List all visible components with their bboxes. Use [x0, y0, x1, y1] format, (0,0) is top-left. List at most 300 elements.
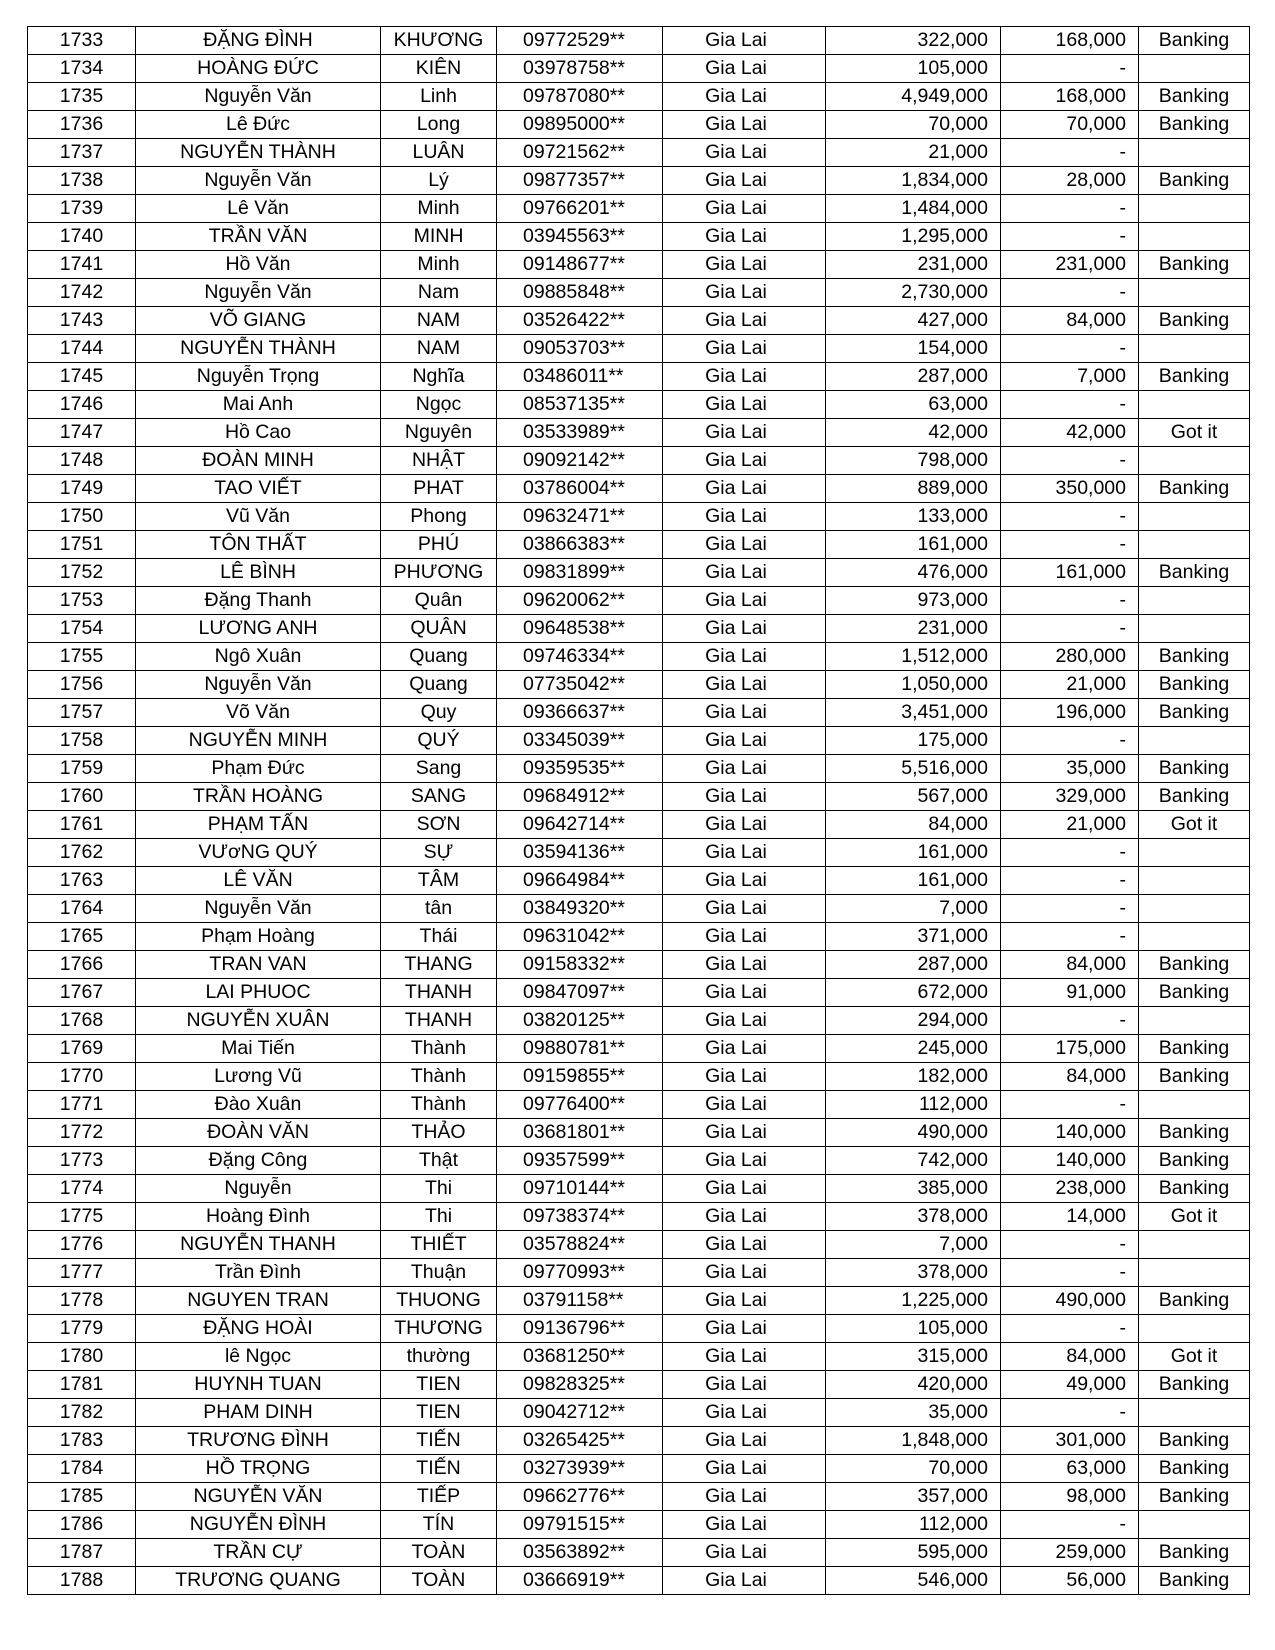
cell-family-name: HỒ TRỌNG [136, 1455, 381, 1483]
table-row [28, 1399, 1250, 1427]
cell-paid-amount: 350,000 [1001, 475, 1139, 503]
cell-phone-number: 09766201** [497, 195, 663, 223]
cell-row-number: 1761 [28, 811, 136, 839]
cell-row-number: 1778 [28, 1287, 136, 1315]
cell-payment-method: Banking [1139, 979, 1250, 1007]
cell-given-name: Quy [381, 699, 497, 727]
cell-paid-amount: - [1001, 335, 1139, 363]
cell-family-name: LÊ VĂN [136, 867, 381, 895]
cell-province: Gia Lai [663, 1539, 826, 1567]
cell-family-name: Ngô Xuân [136, 643, 381, 671]
cell-phone-number: 09159855** [497, 1063, 663, 1091]
cell-family-name: ĐOÀN VĂN [136, 1119, 381, 1147]
cell-payment-method: Banking [1139, 1119, 1250, 1147]
cell-given-name: TOÀN [381, 1539, 497, 1567]
cell-total-amount: 1,484,000 [826, 195, 1001, 223]
cell-province: Gia Lai [663, 447, 826, 475]
cell-given-name: Nghĩa [381, 363, 497, 391]
cell-given-name: Thật [381, 1147, 497, 1175]
cell-family-name: TRẦN VĂN [136, 223, 381, 251]
cell-row-number: 1768 [28, 1007, 136, 1035]
table-row [28, 1567, 1250, 1595]
cell-payment-method [1139, 895, 1250, 923]
cell-paid-amount: - [1001, 1231, 1139, 1259]
cell-row-number: 1786 [28, 1511, 136, 1539]
cell-row-number: 1769 [28, 1035, 136, 1063]
cell-total-amount: 182,000 [826, 1063, 1001, 1091]
table-row [28, 419, 1250, 447]
cell-payment-method [1139, 867, 1250, 895]
cell-given-name: Lý [381, 167, 497, 195]
cell-family-name: lê Ngọc [136, 1343, 381, 1371]
cell-total-amount: 175,000 [826, 727, 1001, 755]
cell-payment-method [1139, 1259, 1250, 1287]
cell-family-name: TRẦN HOÀNG [136, 783, 381, 811]
cell-payment-method: Got it [1139, 419, 1250, 447]
cell-phone-number: 08537135** [497, 391, 663, 419]
cell-row-number: 1777 [28, 1259, 136, 1287]
cell-paid-amount: - [1001, 615, 1139, 643]
cell-payment-method [1139, 1091, 1250, 1119]
cell-paid-amount: - [1001, 503, 1139, 531]
cell-total-amount: 1,225,000 [826, 1287, 1001, 1315]
cell-row-number: 1750 [28, 503, 136, 531]
cell-row-number: 1737 [28, 139, 136, 167]
table-row [28, 475, 1250, 503]
cell-payment-method: Banking [1139, 1371, 1250, 1399]
cell-family-name: Lê Văn [136, 195, 381, 223]
cell-province: Gia Lai [663, 1147, 826, 1175]
cell-row-number: 1773 [28, 1147, 136, 1175]
cell-paid-amount: 63,000 [1001, 1455, 1139, 1483]
cell-family-name: LÊ BÌNH [136, 559, 381, 587]
cell-row-number: 1781 [28, 1371, 136, 1399]
cell-paid-amount: - [1001, 1511, 1139, 1539]
cell-family-name: Võ Văn [136, 699, 381, 727]
table-row [28, 55, 1250, 83]
cell-paid-amount: 35,000 [1001, 755, 1139, 783]
cell-family-name: HUYNH TUAN [136, 1371, 381, 1399]
cell-paid-amount: 280,000 [1001, 643, 1139, 671]
cell-family-name: NGUYEN TRAN [136, 1287, 381, 1315]
cell-family-name: TRẦN CỰ [136, 1539, 381, 1567]
cell-phone-number: 09662776** [497, 1483, 663, 1511]
cell-paid-amount: - [1001, 923, 1139, 951]
cell-province: Gia Lai [663, 363, 826, 391]
cell-given-name: TIEN [381, 1399, 497, 1427]
cell-phone-number: 09648538** [497, 615, 663, 643]
cell-paid-amount: 21,000 [1001, 811, 1139, 839]
cell-given-name: Linh [381, 83, 497, 111]
cell-province: Gia Lai [663, 671, 826, 699]
cell-row-number: 1734 [28, 55, 136, 83]
cell-total-amount: 42,000 [826, 419, 1001, 447]
cell-row-number: 1787 [28, 1539, 136, 1567]
cell-paid-amount: - [1001, 895, 1139, 923]
cell-payment-method [1139, 55, 1250, 83]
cell-given-name: THẢO [381, 1119, 497, 1147]
cell-province: Gia Lai [663, 1007, 826, 1035]
cell-phone-number: 09620062** [497, 587, 663, 615]
cell-total-amount: 322,000 [826, 27, 1001, 55]
cell-row-number: 1779 [28, 1315, 136, 1343]
cell-row-number: 1735 [28, 83, 136, 111]
cell-phone-number: 09642714** [497, 811, 663, 839]
cell-family-name: PHAM DINH [136, 1399, 381, 1427]
cell-phone-number: 09148677** [497, 251, 663, 279]
cell-given-name: PHƯƠNG [381, 559, 497, 587]
cell-row-number: 1749 [28, 475, 136, 503]
cell-given-name: Nguyên [381, 419, 497, 447]
cell-paid-amount: 84,000 [1001, 1063, 1139, 1091]
cell-total-amount: 4,949,000 [826, 83, 1001, 111]
cell-family-name: VƯơNG QUÝ [136, 839, 381, 867]
cell-family-name: Phạm Đức [136, 755, 381, 783]
cell-total-amount: 105,000 [826, 1315, 1001, 1343]
cell-province: Gia Lai [663, 895, 826, 923]
cell-family-name: NGUYỄN THÀNH [136, 139, 381, 167]
cell-family-name: Phạm Hoàng [136, 923, 381, 951]
cell-family-name: NGUYỄN XUÂN [136, 1007, 381, 1035]
cell-given-name: LUÂN [381, 139, 497, 167]
cell-province: Gia Lai [663, 1343, 826, 1371]
cell-paid-amount: - [1001, 1315, 1139, 1343]
cell-phone-number: 03681801** [497, 1119, 663, 1147]
cell-payment-method [1139, 391, 1250, 419]
cell-total-amount: 567,000 [826, 783, 1001, 811]
cell-given-name: Long [381, 111, 497, 139]
payout-table [27, 26, 1250, 1595]
cell-paid-amount: - [1001, 55, 1139, 83]
cell-total-amount: 315,000 [826, 1343, 1001, 1371]
cell-paid-amount: 168,000 [1001, 27, 1139, 55]
cell-total-amount: 7,000 [826, 1231, 1001, 1259]
cell-family-name: TRƯƠNG ĐÌNH [136, 1427, 381, 1455]
cell-given-name: Thành [381, 1063, 497, 1091]
cell-row-number: 1754 [28, 615, 136, 643]
cell-given-name: tân [381, 895, 497, 923]
cell-paid-amount: 42,000 [1001, 419, 1139, 447]
cell-paid-amount: - [1001, 867, 1139, 895]
cell-total-amount: 294,000 [826, 1007, 1001, 1035]
table-row [28, 1147, 1250, 1175]
cell-payment-method: Banking [1139, 27, 1250, 55]
cell-phone-number: 09042712** [497, 1399, 663, 1427]
cell-row-number: 1772 [28, 1119, 136, 1147]
cell-phone-number: 09092142** [497, 447, 663, 475]
cell-phone-number: 09053703** [497, 335, 663, 363]
cell-payment-method [1139, 615, 1250, 643]
cell-province: Gia Lai [663, 979, 826, 1007]
cell-total-amount: 889,000 [826, 475, 1001, 503]
cell-given-name: SANG [381, 783, 497, 811]
cell-phone-number: 09791515** [497, 1511, 663, 1539]
cell-given-name: QUÝ [381, 727, 497, 755]
table-row [28, 167, 1250, 195]
cell-phone-number: 03820125** [497, 1007, 663, 1035]
cell-paid-amount: 14,000 [1001, 1203, 1139, 1231]
cell-row-number: 1788 [28, 1567, 136, 1595]
cell-province: Gia Lai [663, 279, 826, 307]
cell-row-number: 1770 [28, 1063, 136, 1091]
cell-province: Gia Lai [663, 783, 826, 811]
table-row [28, 559, 1250, 587]
cell-row-number: 1752 [28, 559, 136, 587]
cell-total-amount: 546,000 [826, 1567, 1001, 1595]
cell-row-number: 1764 [28, 895, 136, 923]
cell-total-amount: 427,000 [826, 307, 1001, 335]
table-row [28, 1175, 1250, 1203]
table-row [28, 1231, 1250, 1259]
cell-phone-number: 03791158** [497, 1287, 663, 1315]
cell-row-number: 1767 [28, 979, 136, 1007]
cell-province: Gia Lai [663, 1371, 826, 1399]
cell-total-amount: 161,000 [826, 867, 1001, 895]
table-row [28, 1539, 1250, 1567]
cell-total-amount: 371,000 [826, 923, 1001, 951]
cell-given-name: PHÚ [381, 531, 497, 559]
cell-province: Gia Lai [663, 27, 826, 55]
cell-phone-number: 03533989** [497, 419, 663, 447]
table-row [28, 923, 1250, 951]
cell-province: Gia Lai [663, 1567, 826, 1595]
table-row [28, 1063, 1250, 1091]
cell-family-name: ĐẶNG HOÀI [136, 1315, 381, 1343]
cell-phone-number: 09772529** [497, 27, 663, 55]
cell-paid-amount: 168,000 [1001, 83, 1139, 111]
cell-given-name: THANH [381, 1007, 497, 1035]
cell-row-number: 1753 [28, 587, 136, 615]
cell-row-number: 1762 [28, 839, 136, 867]
cell-phone-number: 03578824** [497, 1231, 663, 1259]
cell-family-name: TAO VIẾT [136, 475, 381, 503]
cell-total-amount: 1,050,000 [826, 671, 1001, 699]
table-row [28, 643, 1250, 671]
cell-given-name: thường [381, 1343, 497, 1371]
cell-province: Gia Lai [663, 587, 826, 615]
cell-paid-amount: 140,000 [1001, 1147, 1139, 1175]
cell-given-name: TIẾN [381, 1455, 497, 1483]
cell-paid-amount: - [1001, 391, 1139, 419]
cell-payment-method [1139, 923, 1250, 951]
cell-family-name: NGUYỄN ĐÌNH [136, 1511, 381, 1539]
table-row [28, 251, 1250, 279]
cell-phone-number: 09631042** [497, 923, 663, 951]
table-row [28, 727, 1250, 755]
cell-family-name: Đặng Công [136, 1147, 381, 1175]
cell-total-amount: 154,000 [826, 335, 1001, 363]
cell-payment-method: Banking [1139, 699, 1250, 727]
cell-family-name: LAI PHUOC [136, 979, 381, 1007]
cell-total-amount: 63,000 [826, 391, 1001, 419]
cell-total-amount: 420,000 [826, 1371, 1001, 1399]
table-row [28, 195, 1250, 223]
cell-given-name: TIẾP [381, 1483, 497, 1511]
cell-payment-method: Banking [1139, 167, 1250, 195]
cell-given-name: NAM [381, 307, 497, 335]
table-row [28, 391, 1250, 419]
cell-family-name: Nguyễn Văn [136, 167, 381, 195]
cell-phone-number: 09885848** [497, 279, 663, 307]
cell-province: Gia Lai [663, 699, 826, 727]
cell-phone-number: 09776400** [497, 1091, 663, 1119]
cell-province: Gia Lai [663, 923, 826, 951]
cell-given-name: Thi [381, 1175, 497, 1203]
cell-province: Gia Lai [663, 951, 826, 979]
cell-family-name: PHẠM TẤN [136, 811, 381, 839]
cell-paid-amount: 98,000 [1001, 1483, 1139, 1511]
cell-paid-amount: 91,000 [1001, 979, 1139, 1007]
cell-phone-number: 03563892** [497, 1539, 663, 1567]
cell-total-amount: 112,000 [826, 1091, 1001, 1119]
cell-payment-method: Banking [1139, 1175, 1250, 1203]
cell-province: Gia Lai [663, 1315, 826, 1343]
cell-family-name: Lương Vũ [136, 1063, 381, 1091]
table-row [28, 83, 1250, 111]
cell-province: Gia Lai [663, 503, 826, 531]
cell-paid-amount: 84,000 [1001, 1343, 1139, 1371]
cell-paid-amount: - [1001, 1007, 1139, 1035]
cell-row-number: 1771 [28, 1091, 136, 1119]
cell-phone-number: 09828325** [497, 1371, 663, 1399]
cell-paid-amount: 238,000 [1001, 1175, 1139, 1203]
cell-phone-number: 03978758** [497, 55, 663, 83]
cell-payment-method: Banking [1139, 307, 1250, 335]
cell-given-name: TIẾN [381, 1427, 497, 1455]
cell-province: Gia Lai [663, 1427, 826, 1455]
cell-payment-method: Banking [1139, 111, 1250, 139]
cell-payment-method: Got it [1139, 1203, 1250, 1231]
cell-phone-number: 09831899** [497, 559, 663, 587]
cell-province: Gia Lai [663, 111, 826, 139]
cell-payment-method: Banking [1139, 1455, 1250, 1483]
cell-total-amount: 287,000 [826, 363, 1001, 391]
cell-province: Gia Lai [663, 419, 826, 447]
cell-province: Gia Lai [663, 643, 826, 671]
cell-total-amount: 742,000 [826, 1147, 1001, 1175]
cell-given-name: KHƯƠNG [381, 27, 497, 55]
cell-province: Gia Lai [663, 531, 826, 559]
table-row [28, 1455, 1250, 1483]
cell-paid-amount: 259,000 [1001, 1539, 1139, 1567]
cell-payment-method [1139, 1007, 1250, 1035]
cell-phone-number: 03594136** [497, 839, 663, 867]
cell-province: Gia Lai [663, 167, 826, 195]
cell-given-name: TIEN [381, 1371, 497, 1399]
table-row [28, 755, 1250, 783]
table-row [28, 447, 1250, 475]
cell-family-name: TRƯƠNG QUANG [136, 1567, 381, 1595]
cell-family-name: HOÀNG ĐỨC [136, 55, 381, 83]
table-row [28, 1371, 1250, 1399]
cell-total-amount: 231,000 [826, 251, 1001, 279]
cell-payment-method: Banking [1139, 1063, 1250, 1091]
table-row [28, 1511, 1250, 1539]
cell-total-amount: 161,000 [826, 839, 1001, 867]
cell-paid-amount: 140,000 [1001, 1119, 1139, 1147]
cell-phone-number: 07735042** [497, 671, 663, 699]
cell-phone-number: 09847097** [497, 979, 663, 1007]
table-row [28, 1203, 1250, 1231]
cell-phone-number: 03486011** [497, 363, 663, 391]
cell-total-amount: 1,848,000 [826, 1427, 1001, 1455]
table-row [28, 1343, 1250, 1371]
cell-payment-method: Banking [1139, 755, 1250, 783]
cell-total-amount: 84,000 [826, 811, 1001, 839]
cell-family-name: Nguyễn Văn [136, 895, 381, 923]
cell-payment-method [1139, 587, 1250, 615]
cell-province: Gia Lai [663, 1511, 826, 1539]
table-row [28, 1007, 1250, 1035]
cell-given-name: TÂM [381, 867, 497, 895]
cell-given-name: NAM [381, 335, 497, 363]
cell-total-amount: 357,000 [826, 1483, 1001, 1511]
cell-given-name: PHAT [381, 475, 497, 503]
table-row [28, 1259, 1250, 1287]
cell-phone-number: 03866383** [497, 531, 663, 559]
cell-province: Gia Lai [663, 867, 826, 895]
cell-total-amount: 161,000 [826, 531, 1001, 559]
cell-row-number: 1745 [28, 363, 136, 391]
cell-given-name: Minh [381, 251, 497, 279]
table-row [28, 307, 1250, 335]
cell-phone-number: 09770993** [497, 1259, 663, 1287]
cell-family-name: NGUYỄN MINH [136, 727, 381, 755]
cell-total-amount: 378,000 [826, 1203, 1001, 1231]
cell-payment-method [1139, 1511, 1250, 1539]
cell-row-number: 1755 [28, 643, 136, 671]
cell-phone-number: 09359535** [497, 755, 663, 783]
cell-payment-method: Banking [1139, 783, 1250, 811]
table-body [28, 27, 1250, 1595]
cell-payment-method [1139, 1315, 1250, 1343]
cell-total-amount: 133,000 [826, 503, 1001, 531]
cell-given-name: QUÂN [381, 615, 497, 643]
table-row [28, 587, 1250, 615]
table-row [28, 279, 1250, 307]
cell-payment-method [1139, 1231, 1250, 1259]
cell-phone-number: 03849320** [497, 895, 663, 923]
cell-payment-method: Banking [1139, 671, 1250, 699]
cell-paid-amount: - [1001, 1091, 1139, 1119]
table-row [28, 27, 1250, 55]
cell-total-amount: 1,512,000 [826, 643, 1001, 671]
cell-total-amount: 378,000 [826, 1259, 1001, 1287]
cell-phone-number: 03945563** [497, 223, 663, 251]
cell-given-name: Nam [381, 279, 497, 307]
cell-row-number: 1747 [28, 419, 136, 447]
cell-province: Gia Lai [663, 839, 826, 867]
cell-payment-method [1139, 279, 1250, 307]
cell-family-name: Vũ Văn [136, 503, 381, 531]
cell-payment-method: Banking [1139, 1483, 1250, 1511]
cell-paid-amount: - [1001, 195, 1139, 223]
cell-paid-amount: - [1001, 223, 1139, 251]
cell-given-name: TÍN [381, 1511, 497, 1539]
cell-family-name: Trần Đình [136, 1259, 381, 1287]
cell-payment-method: Banking [1139, 559, 1250, 587]
cell-phone-number: 03666919** [497, 1567, 663, 1595]
cell-row-number: 1776 [28, 1231, 136, 1259]
cell-given-name: SỰ [381, 839, 497, 867]
cell-payment-method: Banking [1139, 643, 1250, 671]
cell-phone-number: 09877357** [497, 167, 663, 195]
cell-family-name: Mai Tiến [136, 1035, 381, 1063]
cell-paid-amount: 161,000 [1001, 559, 1139, 587]
cell-given-name: KIÊN [381, 55, 497, 83]
cell-total-amount: 287,000 [826, 951, 1001, 979]
cell-paid-amount: - [1001, 727, 1139, 755]
